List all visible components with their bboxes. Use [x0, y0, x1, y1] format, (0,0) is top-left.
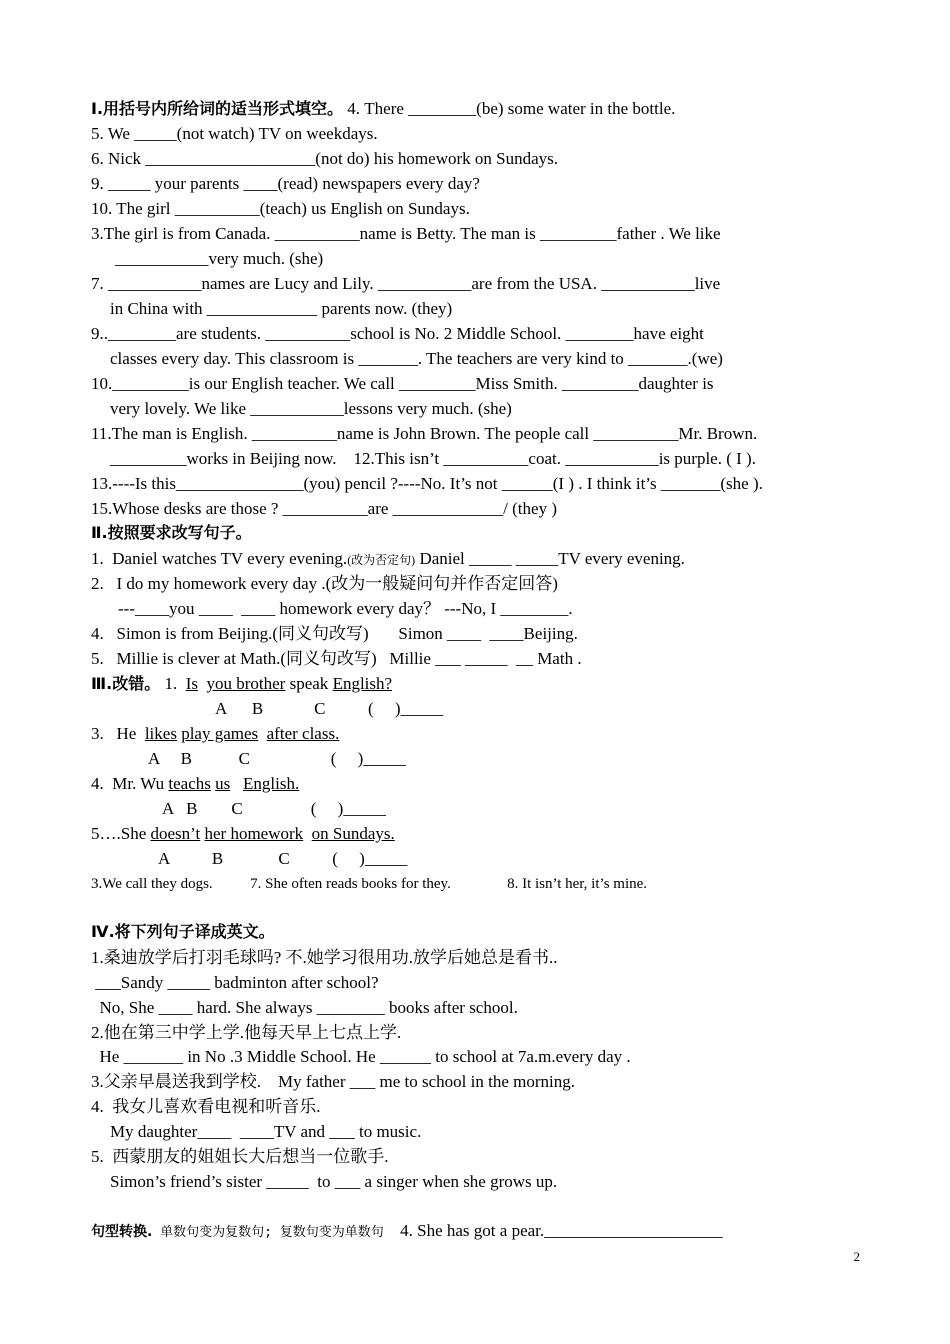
- section1-line: in China with _____________ parents now. (they): [110, 299, 453, 318]
- option-a: Is: [185, 674, 198, 693]
- section4-line: 1.桑迪放学后打羽毛球吗? 不.她学习很用功.放学后她总是看书..: [91, 948, 558, 967]
- option-b: us: [215, 774, 231, 793]
- section4-line: 3.父亲早晨送我到学校. My father ___ me to school in the morning.: [91, 1072, 575, 1091]
- section1-line: classes every day. This classroom is _______. The teachers are very kind to _______.(we): [110, 349, 723, 368]
- section3-extra: 3.We call they dogs. 7. She often reads books for they. 8. It isn’t her, it’s mine.: [91, 876, 648, 892]
- section4-line: 2.他在第三中学上学.他每天早上七点上学.: [91, 1023, 402, 1042]
- section3-q1: [91, 674, 392, 694]
- section1-line: 9..________are students. __________school is No. 2 Middle School. ________have eight: [91, 324, 704, 343]
- section1-line: ___________very much. (she): [115, 249, 324, 268]
- section2-heading: Ⅱ.按照要求改写句子。: [91, 523, 252, 542]
- section5-row: [91, 1221, 723, 1243]
- section4-line: No, She ____ hard. She always ________ books after school.: [91, 998, 518, 1017]
- section3-q5: [91, 824, 395, 844]
- section3-q4: [91, 774, 299, 794]
- section5-desc: 单数句变为复数句; 复数句变为单数句: [152, 1225, 392, 1240]
- section1-line: 11.The man is English. __________name is John Brown. The people call __________Mr. Brown.: [91, 424, 758, 443]
- section1-line: 10._________is our English teacher. We call _________Miss Smith. _________daughter is: [91, 374, 714, 393]
- question-number: 3. He: [91, 724, 145, 743]
- section3-heading: Ⅲ.改错。: [91, 674, 161, 693]
- section2-q1-note: (改为否定句): [347, 553, 416, 567]
- question-number: 4. Mr. Wu: [91, 774, 169, 793]
- section1-line: 15.Whose desks are those ? __________are _____________/ (they ): [91, 499, 557, 518]
- section5-tail: 4. She has got a pear._____________________: [391, 1221, 723, 1240]
- section1-line: 7. ___________names are Lucy and Lily. ___________are from the USA. ___________live: [91, 274, 721, 293]
- section3-q4-options: A B C ( )_____: [162, 799, 386, 818]
- section3-q5-options: A B C ( )_____: [158, 849, 408, 868]
- section1-line: _________works in Beijing now. 12.This isn’t __________coat. ___________is purple. ( I ).: [110, 449, 756, 468]
- question-number: 5….She: [91, 824, 151, 843]
- option-b: you brother: [206, 674, 286, 693]
- page-number: 2: [853, 1249, 860, 1264]
- section4-heading: Ⅳ.将下列句子译成英文。: [91, 922, 275, 941]
- section1-line: 10. The girl __________(teach) us English on Sundays.: [91, 199, 470, 218]
- option-c: after class.: [266, 724, 340, 743]
- section1-heading: Ⅰ.用括号内所给词的适当形式填空。: [91, 99, 344, 118]
- section3-q3: [91, 724, 339, 744]
- option-b: her homework: [204, 824, 304, 843]
- section3-q3-options: A B C ( )_____: [148, 749, 406, 768]
- question-number: 1.: [160, 674, 186, 693]
- option-b: play games: [181, 724, 259, 743]
- section3-q1-options: A B C ( )_____: [215, 699, 444, 718]
- option-c: on Sundays.: [311, 824, 395, 843]
- section4-line: ___Sandy _____ badminton after school?: [91, 973, 379, 992]
- section5-heading: 句型转换.: [91, 1224, 153, 1240]
- section4-line: He _______ in No .3 Middle School. He ______ to school at 7a.m.every day .: [91, 1047, 631, 1066]
- section2-q5: 5. Millie is clever at Math.(同义句改写) Millie ___ _____ __ Math .: [91, 649, 582, 668]
- static-text: speak: [285, 674, 333, 693]
- section4-line: Simon’s friend’s sister _____ to ___ a singer when she grows up.: [110, 1172, 558, 1191]
- section2-q1-answer: Daniel _____ _____TV every evening.: [415, 549, 685, 568]
- section2-q1: [91, 549, 685, 570]
- option-c: English.: [243, 774, 300, 793]
- section2-q4: 4. Simon is from Beijing.(同义句改写) Simon ____ ____Beijing.: [91, 624, 578, 643]
- section2-q2-answer: ---____you ____ ____ homework every day？ ---No, I ________.: [118, 599, 573, 618]
- section1-line: 6. Nick ____________________(not do) his homework on Sundays.: [91, 149, 559, 168]
- section1-row-1: [91, 99, 675, 119]
- section1-line: 3.The girl is from Canada. __________name is Betty. The man is _________father . We like: [91, 224, 721, 243]
- section2-q1-text: 1. Daniel watches TV every evening.: [91, 549, 348, 568]
- section1-line: 5. We _____(not watch) TV on weekdays.: [91, 124, 378, 143]
- option-c: English?: [332, 674, 393, 693]
- section4-line: My daughter____ ____TV and ___ to music.: [110, 1122, 422, 1141]
- section1-line: 13.----Is this_______________(you) pencil ?----No. It’s not ______(I ) . I think it’s _______(she ).: [91, 474, 763, 493]
- section4-line: 5. 西蒙朋友的姐姐长大后想当一位歌手.: [91, 1147, 389, 1166]
- section1-line: 9. _____ your parents ____(read) newspapers every day?: [91, 174, 480, 193]
- section1-line: 4. There ________(be) some water in the bottle.: [343, 99, 676, 118]
- section2-q2: 2. I do my homework every day .(改为一般疑问句并作否定回答): [91, 574, 558, 593]
- section4-line: 4. 我女儿喜欢看电视和听音乐.: [91, 1097, 321, 1116]
- option-a: teachs: [168, 774, 211, 793]
- option-a: likes: [144, 724, 177, 743]
- section1-line: very lovely. We like ___________lessons very much. (she): [110, 399, 512, 418]
- option-a: doesn’t: [150, 824, 201, 843]
